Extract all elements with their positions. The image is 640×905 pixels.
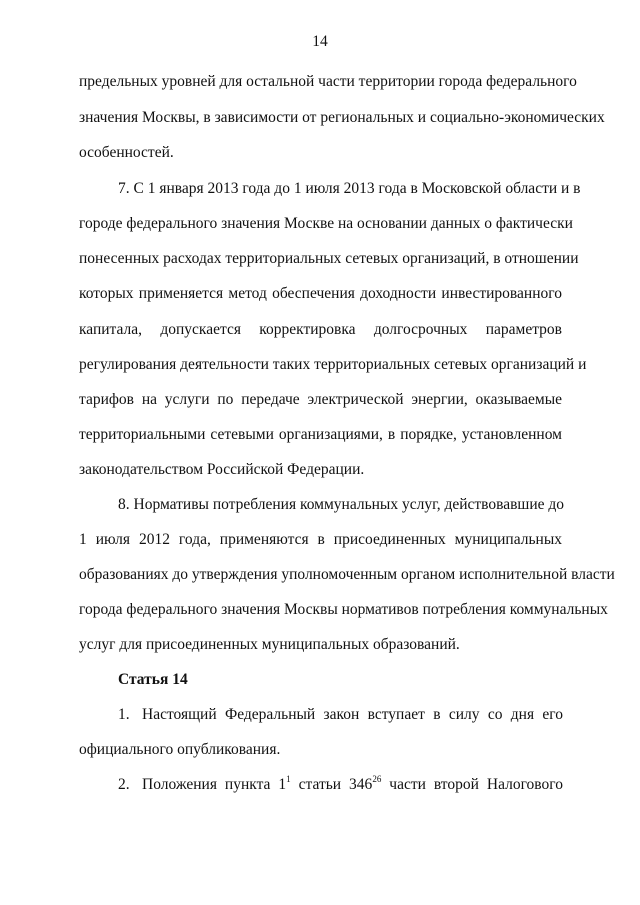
superscript: 26 bbox=[372, 774, 382, 784]
paragraph-line: особенностей. bbox=[79, 144, 174, 161]
article-item-number: 2. bbox=[118, 776, 130, 793]
paragraph-line: образованиях до утверждения уполномоченным органом исполнительной власти bbox=[79, 566, 615, 583]
article-item-1 bbox=[118, 706, 562, 724]
page-number: 14 bbox=[312, 33, 328, 50]
paragraph-line: значения Москвы, в зависимости от региональных и социально-экономических bbox=[79, 109, 605, 126]
paragraph-line: регулирования деятельности таких территориальных сетевых организаций и bbox=[79, 356, 587, 373]
paragraph-line: которых применяется метод обеспечения доходности инвестированного bbox=[79, 285, 562, 302]
paragraph-line: услуг для присоединенных муниципальных образований. bbox=[79, 636, 460, 653]
paragraph-line: понесенных расходах территориальных сетевых организаций, в отношении bbox=[79, 250, 579, 267]
paragraph-line: капитала, допускается корректировка долгосрочных параметров bbox=[79, 321, 562, 338]
paragraph-line: территориальными сетевыми организациями, в порядке, установленном bbox=[79, 426, 562, 443]
paragraph-line: предельных уровней для остальной части территории города федерального bbox=[79, 73, 577, 90]
paragraph-line: 1 июля 2012 года, применяются в присоединенных муниципальных bbox=[79, 531, 562, 548]
superscript: 1 bbox=[286, 774, 291, 784]
paragraph-line: 7. С 1 января 2013 года до 1 июля 2013 года в Московской области и в bbox=[118, 180, 581, 197]
paragraph-line: городе федерального значения Москве на основании данных о фактически bbox=[79, 215, 573, 232]
article-heading: Статья 14 bbox=[118, 671, 188, 688]
paragraph-line: законодательством Российской Федерации. bbox=[79, 461, 365, 478]
article-item-continuation: официального опубликования. bbox=[79, 741, 281, 758]
article-item-text: Настоящий Федеральный закон вступает в силу со дня его bbox=[142, 706, 563, 723]
article-item-2 bbox=[118, 776, 562, 794]
article-item-number: 1. bbox=[118, 706, 130, 723]
article-item-text: Положения пункта $1^1$ статьи $346^{26}$ части второй Налогового bbox=[142, 774, 563, 793]
paragraph-line: 8. Нормативы потребления коммунальных услуг, действовавшие до bbox=[118, 496, 565, 513]
paragraph-line: тарифов на услуги по передаче электрической энергии, оказываемые bbox=[79, 391, 562, 408]
paragraph-line: города федерального значения Москвы нормативов потребления коммунальных bbox=[79, 601, 608, 618]
